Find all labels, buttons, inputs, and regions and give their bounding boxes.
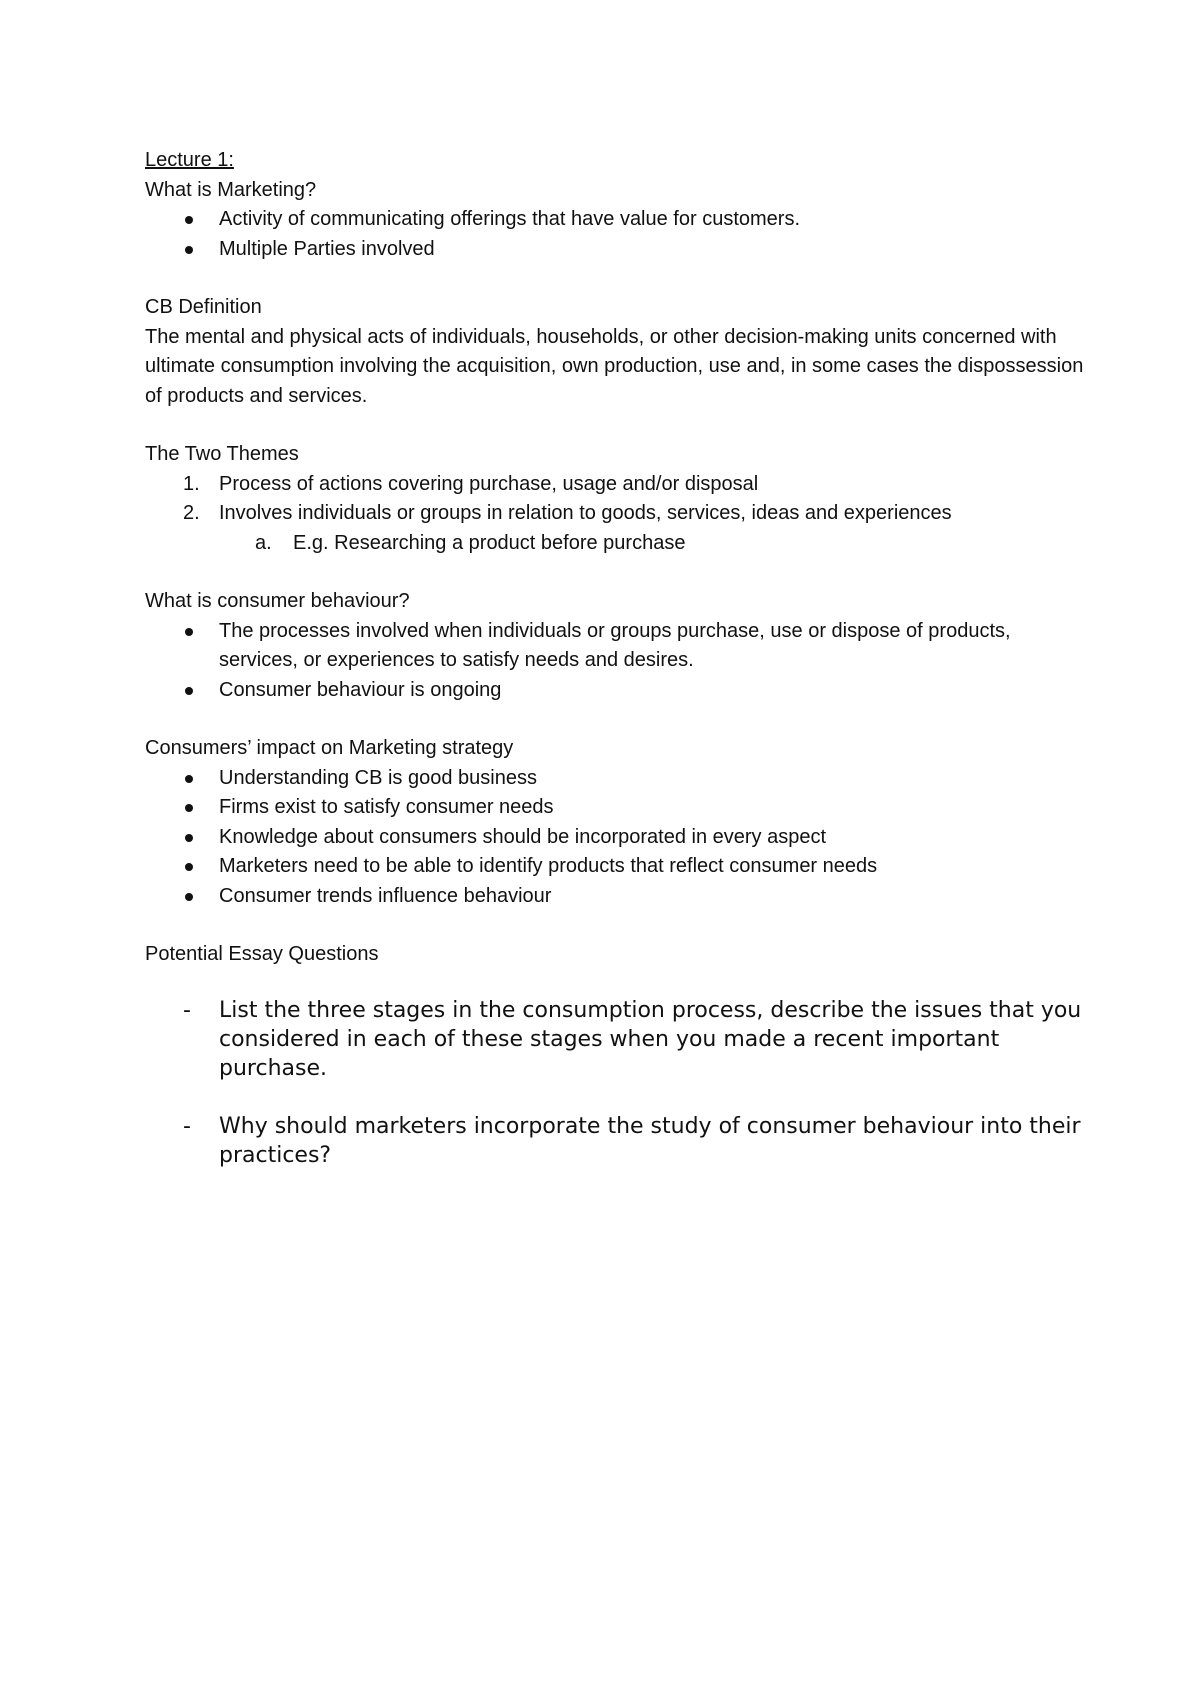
cb-definition-paragraph: The mental and physical acts of individuals, households, or other decision-making units concerned with ultimate consumption involving the acquisition, own production, use and, in some cases the dispossession of products and services. — [145, 325, 1084, 407]
list-number: 2. — [183, 502, 200, 524]
dash-marker: - — [183, 997, 191, 1023]
spacer — [145, 911, 1085, 940]
two-themes-numbered-list — [145, 470, 1085, 529]
list-item: Knowledge about consumers should be incorporated in every aspect — [145, 823, 1085, 853]
essay-question-text: Why should marketers incorporate the study of consumer behaviour into their practices? — [219, 1113, 1081, 1168]
list-item: Marketers need to be able to identify products that reflect consumer needs — [145, 852, 1085, 882]
marketing-bullet-list — [145, 205, 1085, 264]
spacer — [145, 411, 1085, 440]
essay-question — [145, 996, 1085, 1083]
spacer — [145, 705, 1085, 734]
consumer-behaviour-bullet-list — [145, 617, 1085, 706]
spacer — [145, 264, 1085, 293]
section-heading-impact: Consumers’ impact on Marketing strategy — [145, 737, 514, 759]
list-number: 1. — [183, 472, 200, 495]
list-item: Consumer behaviour is ongoing — [145, 676, 1085, 706]
spacer — [145, 558, 1085, 587]
list-item-text: Involves individuals or groups in relation to goods, services, ideas and experiences — [219, 502, 952, 524]
sub-list-item-text: E.g. Researching a product before purchase — [293, 531, 686, 554]
list-item: Consumer trends influence behaviour — [145, 882, 1085, 912]
list-item — [145, 470, 1085, 500]
list-letter: a. — [255, 531, 272, 554]
list-item: The processes involved when individuals or groups purchase, use or dispose of products, services, or experiences to satisfy needs and desires. — [145, 617, 1085, 676]
section-heading-marketing: What is Marketing? — [145, 178, 317, 201]
essay-question-text: List the three stages in the consumption process, describe the issues that you considered in each of these stages when you made a recent important purchase. — [219, 997, 1082, 1081]
impact-bullet-list — [145, 764, 1085, 912]
section-heading-essay-questions: Potential Essay Questions — [145, 943, 379, 965]
section-heading-two-themes: The Two Themes — [145, 443, 299, 465]
lecture-title: Lecture 1: — [145, 149, 234, 171]
list-item: Activity of communicating offerings that have value for customers. — [145, 205, 1085, 235]
document-body — [145, 146, 1085, 1199]
list-item: Understanding CB is good business — [145, 764, 1085, 794]
essay-question-list — [145, 996, 1085, 1170]
list-item — [145, 499, 1085, 529]
list-item: Multiple Parties involved — [145, 235, 1085, 265]
essay-question — [145, 1112, 1085, 1170]
dash-marker: - — [183, 1113, 191, 1139]
section-heading-consumer-behaviour: What is consumer behaviour? — [145, 590, 410, 612]
section-heading-cb-definition: CB Definition — [145, 296, 262, 318]
list-item: Firms exist to satisfy consumer needs — [145, 793, 1085, 823]
sub-list-item — [145, 529, 1085, 559]
list-item-text: Process of actions covering purchase, usage and/or disposal — [219, 472, 759, 495]
